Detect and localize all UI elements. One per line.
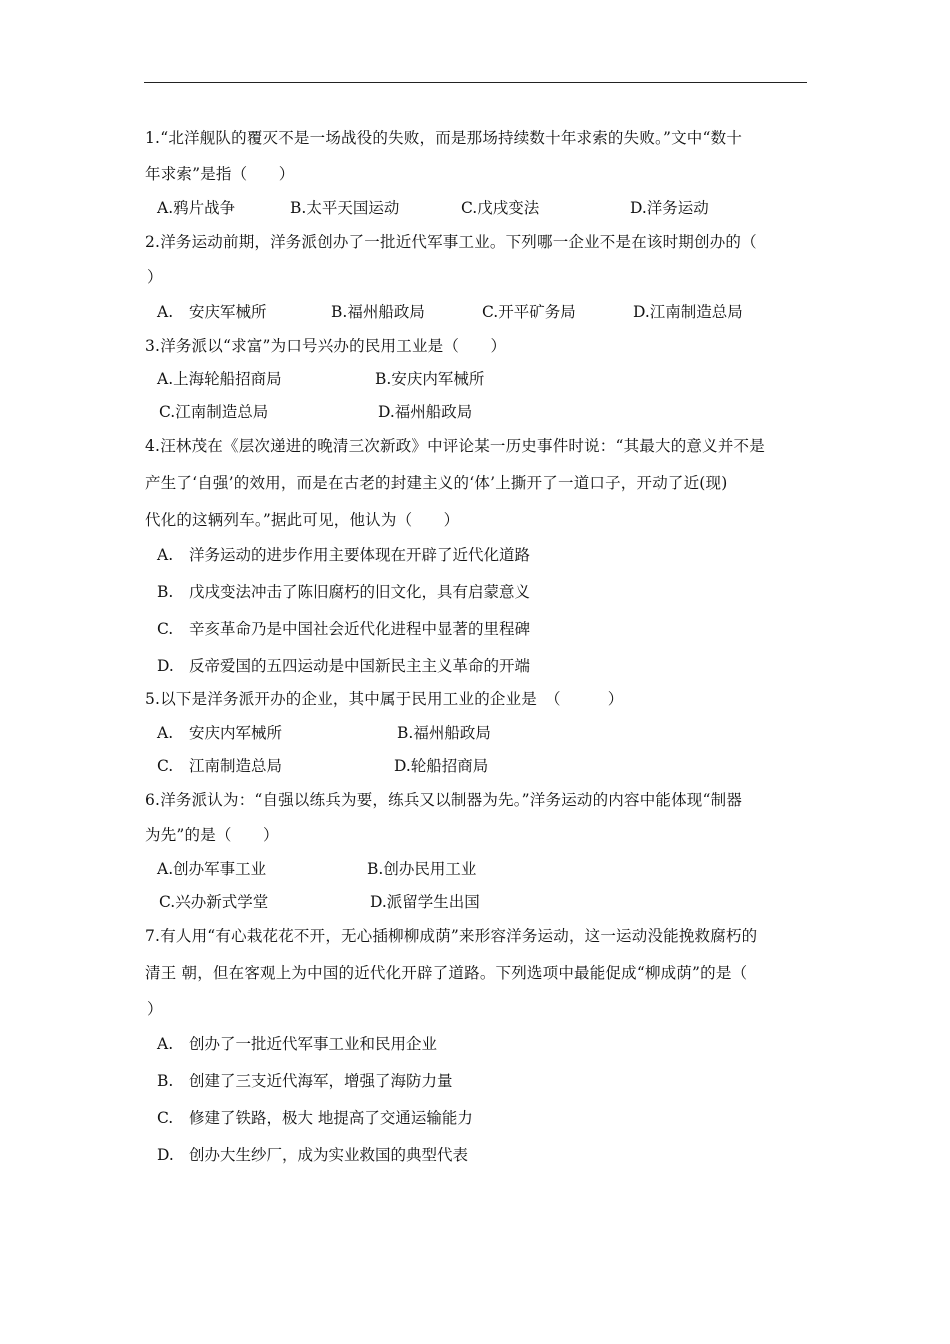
q7-option-d[interactable]: 创办大生纱厂，成为实业救国的典型代表	[189, 1146, 469, 1164]
q5-option-a[interactable]: 安庆内军械所	[189, 724, 283, 742]
q4-option-d-letter[interactable]: D.	[157, 657, 174, 675]
q1-option-d[interactable]: D.洋务运动	[630, 199, 709, 217]
question-7-line-2: 清王 朝，但在客观上为中国的近代化开辟了道路。下列选项中最能促成“柳成荫”的是（	[145, 964, 748, 982]
question-6-line-1: 6.洋务派认为：“自强以练兵为要，练兵又以制器为先。”洋务运动的内容中能体现“制器	[145, 791, 743, 809]
question-1-line-2: 年求索”是指（ ）	[145, 165, 295, 183]
q7-option-b-letter[interactable]: B.	[157, 1072, 174, 1090]
q1-option-c[interactable]: C.戊戌变法	[461, 199, 540, 217]
q5-option-b[interactable]: B.福州船政局	[397, 724, 491, 742]
q3-option-a[interactable]: A.上海轮船招商局	[157, 370, 282, 388]
q6-option-d[interactable]: D.派留学生出国	[370, 893, 480, 911]
question-7-line-1: 7.有人用“有心栽花花不开，无心插柳柳成荫”来形容洋务运动，这一运动没能挽救腐朽的	[145, 927, 758, 945]
q7-option-c-letter[interactable]: C.	[157, 1109, 174, 1127]
q2-option-c[interactable]: C.开平矿务局	[482, 303, 576, 321]
q4-option-a[interactable]: 洋务运动的进步作用主要体现在开辟了近代化道路	[189, 546, 531, 564]
q1-option-a[interactable]: A.鸦片战争	[157, 199, 236, 217]
q7-option-b[interactable]: 创建了三支近代海军，增强了海防力量	[189, 1072, 453, 1090]
question-2-line-2: ）	[147, 268, 163, 286]
header-rule	[144, 82, 807, 83]
q4-option-c[interactable]: 辛亥革命乃是中国社会近代化进程中显著的里程碑	[189, 620, 531, 638]
q6-option-b[interactable]: B.创办民用工业	[367, 860, 477, 878]
question-4-line-3: 代化的这辆列车。”据此可见，他认为（ ）	[145, 511, 460, 529]
q4-option-a-letter[interactable]: A.	[157, 546, 174, 564]
question-6-line-2: 为先”的是（ ）	[145, 826, 279, 844]
q2-option-a[interactable]: 安庆军械所	[189, 303, 267, 321]
q7-option-a-letter[interactable]: A.	[157, 1035, 174, 1053]
q5-option-c[interactable]: 江南制造总局	[189, 757, 283, 775]
q1-option-b[interactable]: B.太平天国运动	[290, 199, 400, 217]
q4-option-b[interactable]: 戊戌变法冲击了陈旧腐朽的旧文化，具有启蒙意义	[189, 583, 531, 601]
q5-option-c-letter[interactable]: C.	[157, 757, 174, 775]
question-3-line-1: 3.洋务派以“求富”为口号兴办的民用工业是（ ）	[145, 337, 507, 355]
question-1-line-1: 1.“北洋舰队的覆灭不是一场战役的失败，而是那场持续数十年求索的失败。”文中“数十	[145, 129, 743, 147]
question-4-line-1: 4.汪林茂在《层次递进的晚清三次新政》中评论某一历史事件时说：“其最大的意义并不是	[145, 437, 765, 455]
q7-option-c[interactable]: 修建了铁路，极大 地提高了交通运输能力	[189, 1109, 473, 1127]
question-4-line-2: 产生了‘自强’的效用，而是在古老的封建主义的‘体’上撕开了一道口子，开动了近(现)	[145, 474, 728, 492]
q4-option-d[interactable]: 反帝爱国的五四运动是中国新民主主义革命的开端	[189, 657, 531, 675]
q5-option-a-letter[interactable]: A.	[157, 724, 174, 742]
q3-option-b[interactable]: B.安庆内军械所	[375, 370, 485, 388]
question-7-line-3: ）	[147, 1000, 163, 1018]
q6-option-a[interactable]: A.创办军事工业	[157, 860, 267, 878]
q7-option-a[interactable]: 创办了一批近代军事工业和民用企业	[189, 1035, 438, 1053]
q2-option-b[interactable]: B.福州船政局	[331, 303, 425, 321]
q3-option-d[interactable]: D.福州船政局	[378, 403, 473, 421]
q6-option-c[interactable]: C.兴办新式学堂	[159, 893, 269, 911]
question-2-line-1: 2.洋务运动前期，洋务派创办了一批近代军事工业。下列哪一企业不是在该时期创办的（	[145, 233, 757, 251]
q3-option-c[interactable]: C.江南制造总局	[159, 403, 269, 421]
q7-option-d-letter[interactable]: D.	[157, 1146, 174, 1164]
q2-option-d[interactable]: D.江南制造总局	[633, 303, 743, 321]
q4-option-b-letter[interactable]: B.	[157, 583, 174, 601]
q2-option-a-letter[interactable]: A.	[157, 303, 174, 321]
q4-option-c-letter[interactable]: C.	[157, 620, 174, 638]
question-5-line-1: 5.以下是洋务派开办的企业，其中属于民用工业的企业是 （ ）	[145, 690, 624, 708]
q5-option-d[interactable]: D.轮船招商局	[394, 757, 489, 775]
